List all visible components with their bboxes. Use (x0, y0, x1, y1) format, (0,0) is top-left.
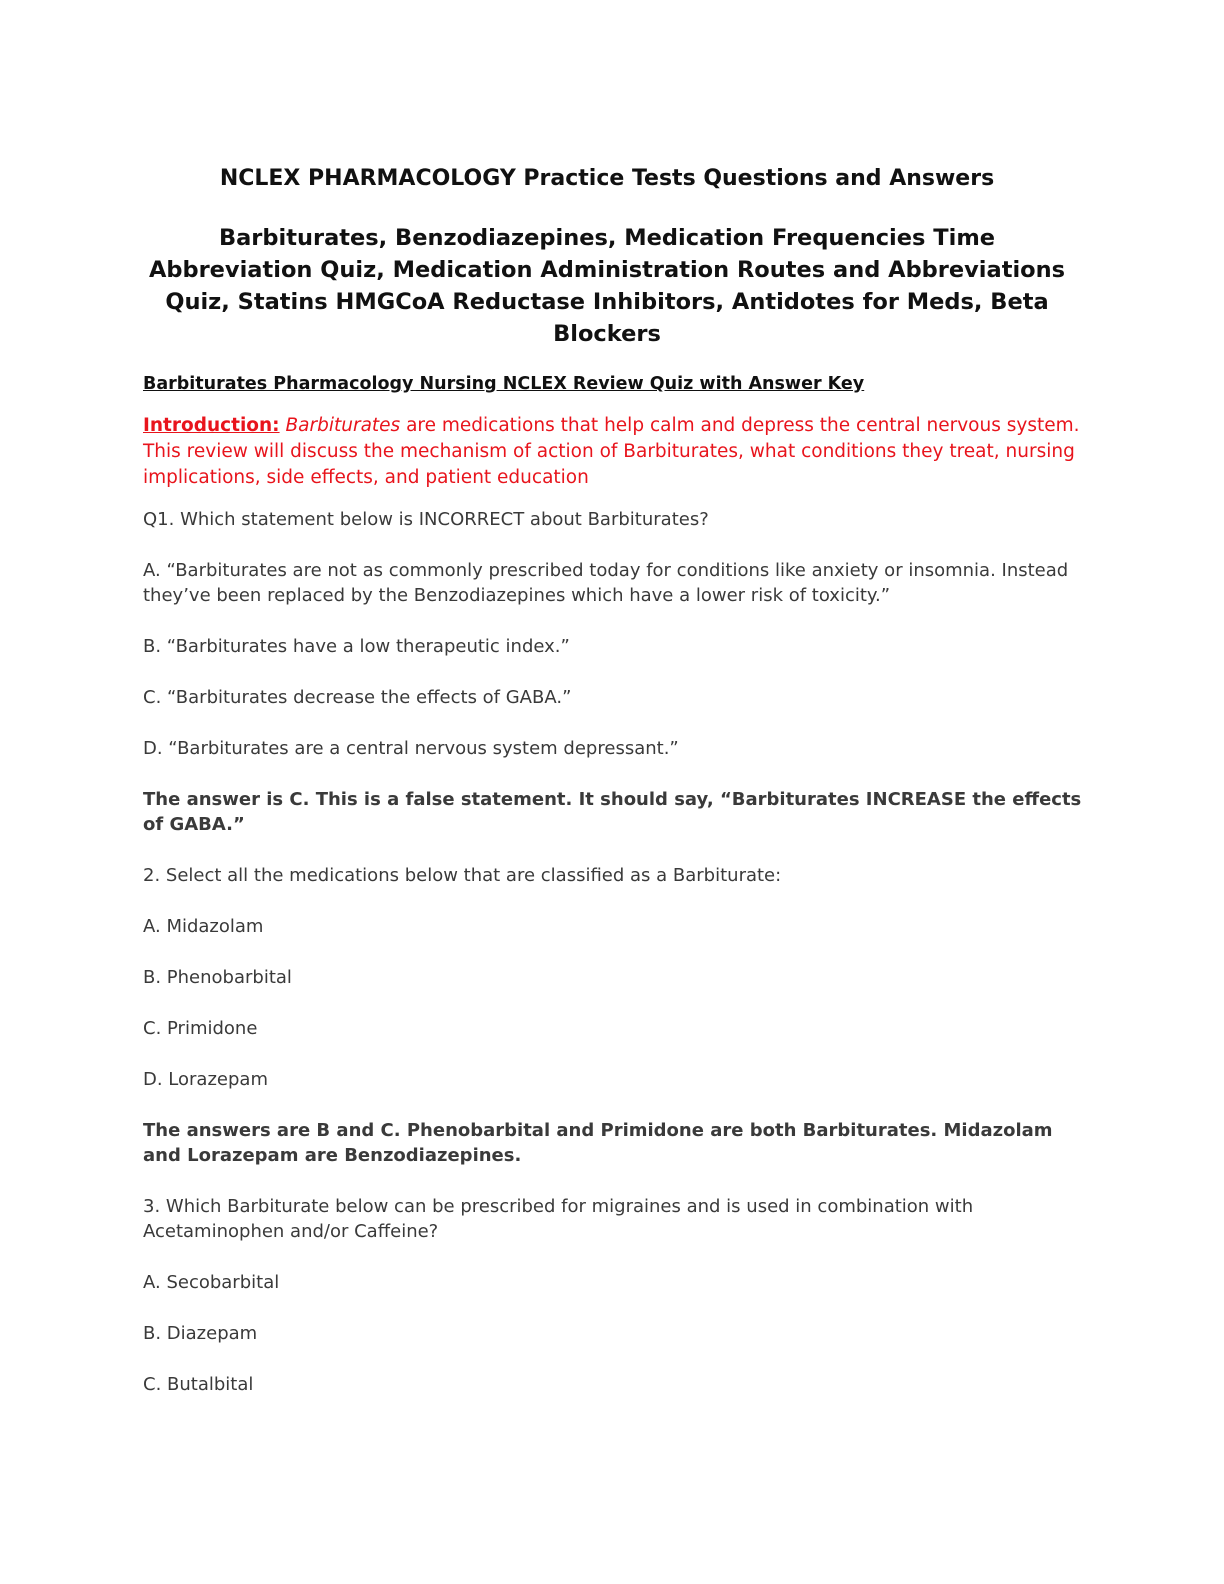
introduction-paragraph (143, 413, 1083, 491)
document-subtitle: Barbiturates, Benzodiazepines, Medication Frequencies Time Abbreviation Quiz, Medication Administration Routes and Abbreviations Quiz, Statins HMGCoA Reductase Inhibitors, Antidotes for Meds, Beta Blockers (148, 225, 1066, 347)
question-1-answer: The answer is C. This is a false statement. It should say, “Barbiturates INCREASE the effects of GABA.” (143, 789, 1082, 835)
question-3-option-a: A. Secobarbital (143, 1272, 280, 1293)
question-2-option-b: B. Phenobarbital (143, 967, 292, 988)
question-2-option-a: A. Midazolam (143, 916, 264, 937)
document-title: NCLEX PHARMACOLOGY Practice Tests Questions and Answers (219, 166, 995, 191)
question-1-option-b: B. “Barbiturates have a low therapeutic index.” (143, 636, 570, 657)
introduction-emphasis: Barbiturates (285, 415, 401, 436)
question-1-prompt: Q1. Which statement below is INCORRECT about Barbiturates? (143, 509, 709, 530)
section-heading: Barbiturates Pharmacology Nursing NCLEX Review Quiz with Answer Key (143, 374, 865, 394)
question-3-option-c: C. Butalbital (143, 1374, 254, 1395)
question-3-option-b: B. Diazepam (143, 1323, 258, 1344)
document-content (143, 372, 1083, 1423)
question-2-option-d: D. Lorazepam (143, 1069, 268, 1090)
question-1-option-a: A. “Barbiturates are not as commonly prescribed today for conditions like anxiety or insomnia. Instead they’ve been replaced by the Benzodiazepines which have a lower risk of toxicity.” (143, 560, 1069, 606)
question-1-option-c: C. “Barbiturates decrease the effects of GABA.” (143, 687, 572, 708)
introduction-text: are medications that help calm and depress the central nervous system. This review will discuss the mechanism of action of Barbiturates, what conditions they treat, nursing implications, side effects, and patient education (143, 415, 1080, 488)
question-2-answer: The answers are B and C. Phenobarbital and Primidone are both Barbiturates. Midazolam and Lorazepam are Benzodiazepines. (143, 1120, 1053, 1166)
question-2-prompt: 2. Select all the medications below that are classified as a Barbiturate: (143, 865, 782, 886)
question-3-prompt: 3. Which Barbiturate below can be prescribed for migraines and is used in combination with Acetaminophen and/or Caffeine? (143, 1196, 974, 1242)
question-2-option-c: C. Primidone (143, 1018, 258, 1039)
introduction-label: Introduction: (143, 415, 280, 436)
question-1-option-d: D. “Barbiturates are a central nervous system depressant.” (143, 738, 679, 759)
